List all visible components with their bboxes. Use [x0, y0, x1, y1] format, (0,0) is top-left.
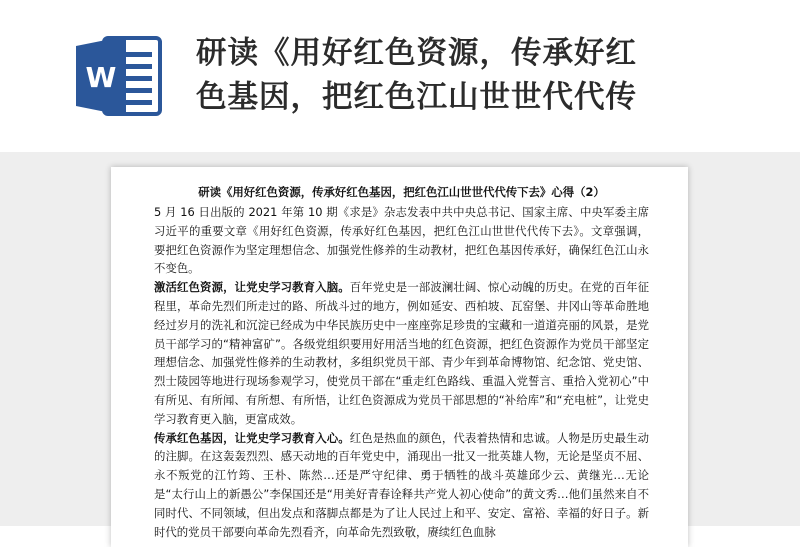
- title-line-2: 色基因，把红色江山世世代代传: [196, 80, 637, 115]
- header: [0, 0, 800, 150]
- paragraph-text: 百年党史是一部波澜壮阔、惊心动魄的历史。在党的百年征程里，革命先烈们所走过的路、所战斗过的地方，例如延安、西柏坡、瓦窑堡、井冈山等革命胜地经过岁月的洗礼和沉淀已经成为中华民族历史中一座座弥足珍贵的宝藏和一道道亮丽的风景，是党员干部学习的“精神富矿”。各级党组织要用好用活当地的红色资源，把红色资源作为党员干部坚定理想信念、加强党性修养的生动教材，多组织党员干部、青少年到革命博物馆、纪念馆、党史馆、烈士陵园等地进行现场参观学习，使党员干部在“重走红色路线、重温入党誓言、重拾入党初心”中有所见、有所闻、有所想、有所悟，让红色资源成为党员干部思想的“补给库”和“充电桩”，让党史学习教育更入脑，更富成效。: [154, 280, 649, 426]
- page-title: [196, 32, 736, 120]
- paragraph-lead: 传承红色基因，让党史学习教育入心。: [154, 430, 350, 445]
- svg-text:W: W: [85, 61, 117, 94]
- paragraph-lead: 激活红色资源，让党史学习教育入脑。: [154, 280, 350, 295]
- word-document-icon: [74, 32, 166, 120]
- paragraph-red-resources: [154, 278, 649, 428]
- title-line-1: 研读《用好红色资源，传承好红: [196, 36, 637, 71]
- paragraph-red-genes: [154, 429, 649, 542]
- document-content: [154, 183, 649, 541]
- document-page: [111, 167, 688, 547]
- paragraph-text: 红色是热血的颜色，代表着热情和忠诚。人物是历史最生动的注脚。在这轰轰烈烈、感天动地的百年党史中，涌现出一批又一批英雄人物，无论是坚贞不屈、永不叛党的江竹筠、王朴、陈然…还是严守纪律、勇于牺牲的战斗英雄邱少云、黄继光…无论是“太行山上的新愚公”李保国还是“用美好青春诠释共产党人初心使命”的黄文秀…他们虽然来自不同时代、不同领域，但出发点和落脚点都是为了让人民过上和平、安定、富裕、幸福的好日子。新时代的党员干部要向革命先烈看齐，向革命先烈致敬，赓续红色血脉: [154, 430, 649, 539]
- paragraph-intro: [154, 203, 649, 278]
- document-heading: 研读《用好红色资源，传承好红色基因，把红色江山世世代代传下去》心得（2）: [198, 185, 605, 199]
- paragraph-text: 5 月 16 日出版的 2021 年第 10 期《求是》杂志发表中共中央总书记、国家主席、中央军委主席习近平的重要文章《用好红色资源，传承好红色基因，把红色江山世世代代传下去》。文章强调，要把红色资源作为坚定理想信念、加强党性修养的生动教材，把红色基因传承好，确保红色江山永不变色。: [154, 205, 649, 276]
